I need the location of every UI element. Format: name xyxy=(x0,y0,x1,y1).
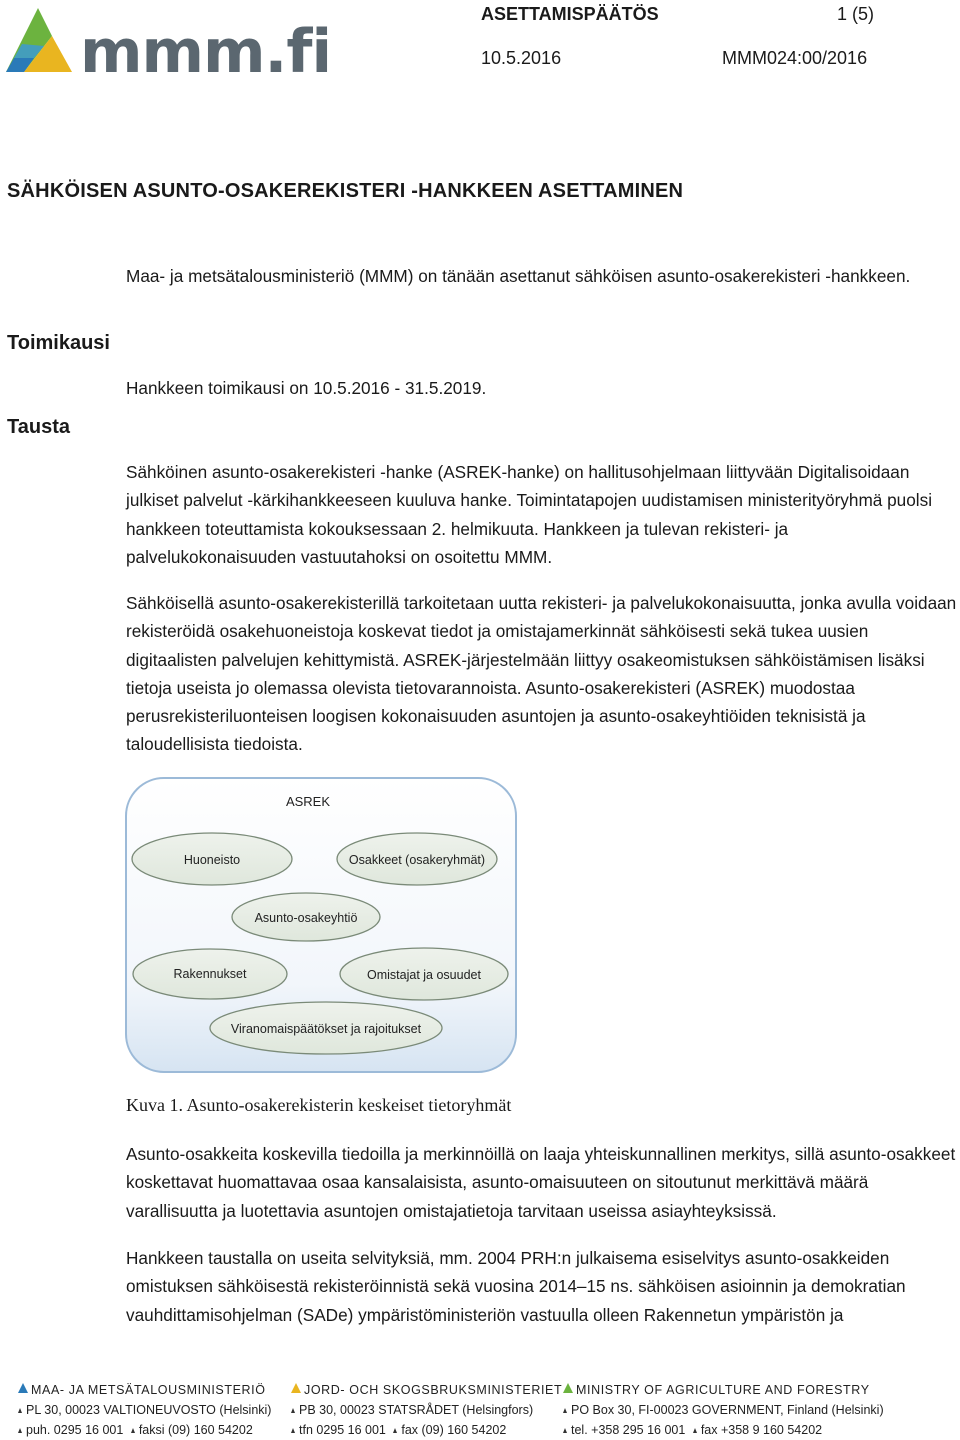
bullet-icon xyxy=(693,1428,697,1433)
document-date: 10.5.2016 xyxy=(481,48,562,68)
bullet-icon xyxy=(18,1408,22,1413)
footer-phone: tfn 0295 16 001 xyxy=(299,1423,386,1437)
bullet-icon xyxy=(393,1428,397,1433)
background-paragraph-1: Sähköinen asunto-osakerekisteri -hanke (ASREK-hanke) on hallitusohjelmaan liittyvään Digitalisoidaan julkiset palvelut -kärkihankkeeseen kuuluva hanke. Toimintatapojen uudistamisen ministerityöryhmä puolsi hankkeen toteuttamista kokouksessaan 2. helmikuuta. Hankkeen ja tulevan rekisteri- ja palvelukokonaisuuden vastuutahoksi on osoitettu MMM. xyxy=(126,462,933,567)
footer-phone: puh. 0295 16 001 xyxy=(26,1423,124,1437)
figure-caption: Kuva 1. Asunto-osakerekisterin keskeiset tietoryhmät xyxy=(126,1095,512,1115)
footer-address: PO Box 30, FI-00023 GOVERNMENT, Finland (Helsinki) xyxy=(571,1403,884,1417)
background-paragraph-3: Asunto-osakkeita koskevilla tiedoilla ja merkinnöillä on laaja yhteiskunnallinen merkitys, sillä asunto-osakkeet koskettavat huomattavaa osaa kansalaisista, asunto-omaisuuteen on sitoutunut merkittävä määrä varallisuutta ja luotettavia asuntojen omistajatietoja tarvitaan useissa asiayhteyksissä. xyxy=(126,1144,956,1221)
footer-fax: fax +358 9 160 54202 xyxy=(700,1423,823,1437)
footer-column-sv xyxy=(291,1380,562,1440)
document-reference: MMM024:00/2016 xyxy=(722,48,868,68)
mmm-logo xyxy=(4,6,332,87)
background-paragraph-2: Sähköisellä asunto-osakerekisterillä tarkoitetaan uutta rekisteri- ja palvelukokonaisuutta, jonka avulla voidaan rekisteröidä osakehuoneistoja koskevat tiedot ja omistajamerkinnät sähköisesti sekä tukea uusien digitaalisten palvelujen kehittymistä. ASREK-järjestelmään liittyy osakeomistuksen sähköistämisen lisäksi tietoja useista jo olemassa olevista tietovarannoista. Asunto-osakerekisteri (ASREK) muodostaa perusrekisteriluonteisen loogisen kokonaisuuden asuntojen ja asunto-osakeyhtiöiden teknisistä ja taloudellisista tiedoista. xyxy=(126,593,957,755)
bullet-icon xyxy=(563,1408,567,1413)
asrek-diagram xyxy=(124,776,518,1074)
bullet-icon xyxy=(18,1428,22,1433)
page-title: SÄHKÖISEN ASUNTO-OSAKEREKISTERI -HANKKEEN ASETTAMINEN xyxy=(7,180,684,202)
footer-column-fi xyxy=(18,1380,271,1440)
footer-ministry-name: MINISTRY OF AGRICULTURE AND FORESTRY xyxy=(576,1383,870,1397)
node-osakkeet-label: Osakkeet (osakeryhmät) xyxy=(348,853,486,867)
background-paragraph-4: Hankkeen taustalla on useita selvityksiä, mm. 2004 PRH:n julkaisema esiselvitys asunto-osakkeiden omistuksen sähköisestä rekisteröinnistä sekä vuosina 2014–15 ns. sähköisen asioinnin ja demokratian vauhdittamisohjelman (SADe) ympäristöministeriön vastuulla olleen Rakennetun ympäristön ja xyxy=(126,1248,906,1325)
triangle-icon xyxy=(563,1383,573,1393)
heading-tausta: Tausta xyxy=(7,416,70,438)
intro-paragraph: Maa- ja metsätalousministeriö (MMM) on tänään asettanut sähköisen asunto-osakerekisteri -hankkeen. xyxy=(126,266,911,286)
heading-toimikausi: Toimikausi xyxy=(7,332,110,354)
bullet-icon xyxy=(291,1428,295,1433)
logo-text: mmm.fi xyxy=(80,17,332,87)
document-type: ASETTAMISPÄÄTÖS xyxy=(481,4,659,24)
page-number: 1 (5) xyxy=(837,4,875,24)
footer-fax: fax (09) 160 54202 xyxy=(401,1423,507,1437)
node-omistajat-label: Omistajat ja osuudet xyxy=(367,968,481,982)
node-huoneisto-label: Huoneisto xyxy=(183,853,241,867)
term-paragraph: Hankkeen toimikausi on 10.5.2016 - 31.5.2019. xyxy=(126,378,487,398)
node-rakennukset-label: Rakennukset xyxy=(173,967,247,981)
triangle-icon xyxy=(18,1383,28,1393)
footer-address: PL 30, 00023 VALTIONEUVOSTO (Helsinki) xyxy=(26,1403,272,1417)
node-viranomais-label: Viranomaispäätökset ja rajoitukset xyxy=(230,1022,422,1036)
node-yhtio-label: Asunto-osakeyhtiö xyxy=(254,911,358,925)
footer-phone: tel. +358 295 16 001 xyxy=(571,1423,686,1437)
triangle-icon xyxy=(291,1383,301,1393)
diagram-title: ASREK xyxy=(285,794,331,809)
bullet-icon xyxy=(131,1428,135,1433)
footer-column-en xyxy=(563,1380,884,1440)
footer-fax: faksi (09) 160 54202 xyxy=(138,1423,253,1437)
footer-ministry-name: MAA- JA METSÄTALOUSMINISTERIÖ xyxy=(31,1383,266,1397)
bullet-icon xyxy=(291,1408,295,1413)
footer-address: PB 30, 00023 STATSRÅDET (Helsingfors) xyxy=(299,1403,534,1417)
footer-ministry-name: JORD- OCH SKOGSBRUKSMINISTERIET xyxy=(304,1383,563,1397)
bullet-icon xyxy=(563,1428,567,1433)
